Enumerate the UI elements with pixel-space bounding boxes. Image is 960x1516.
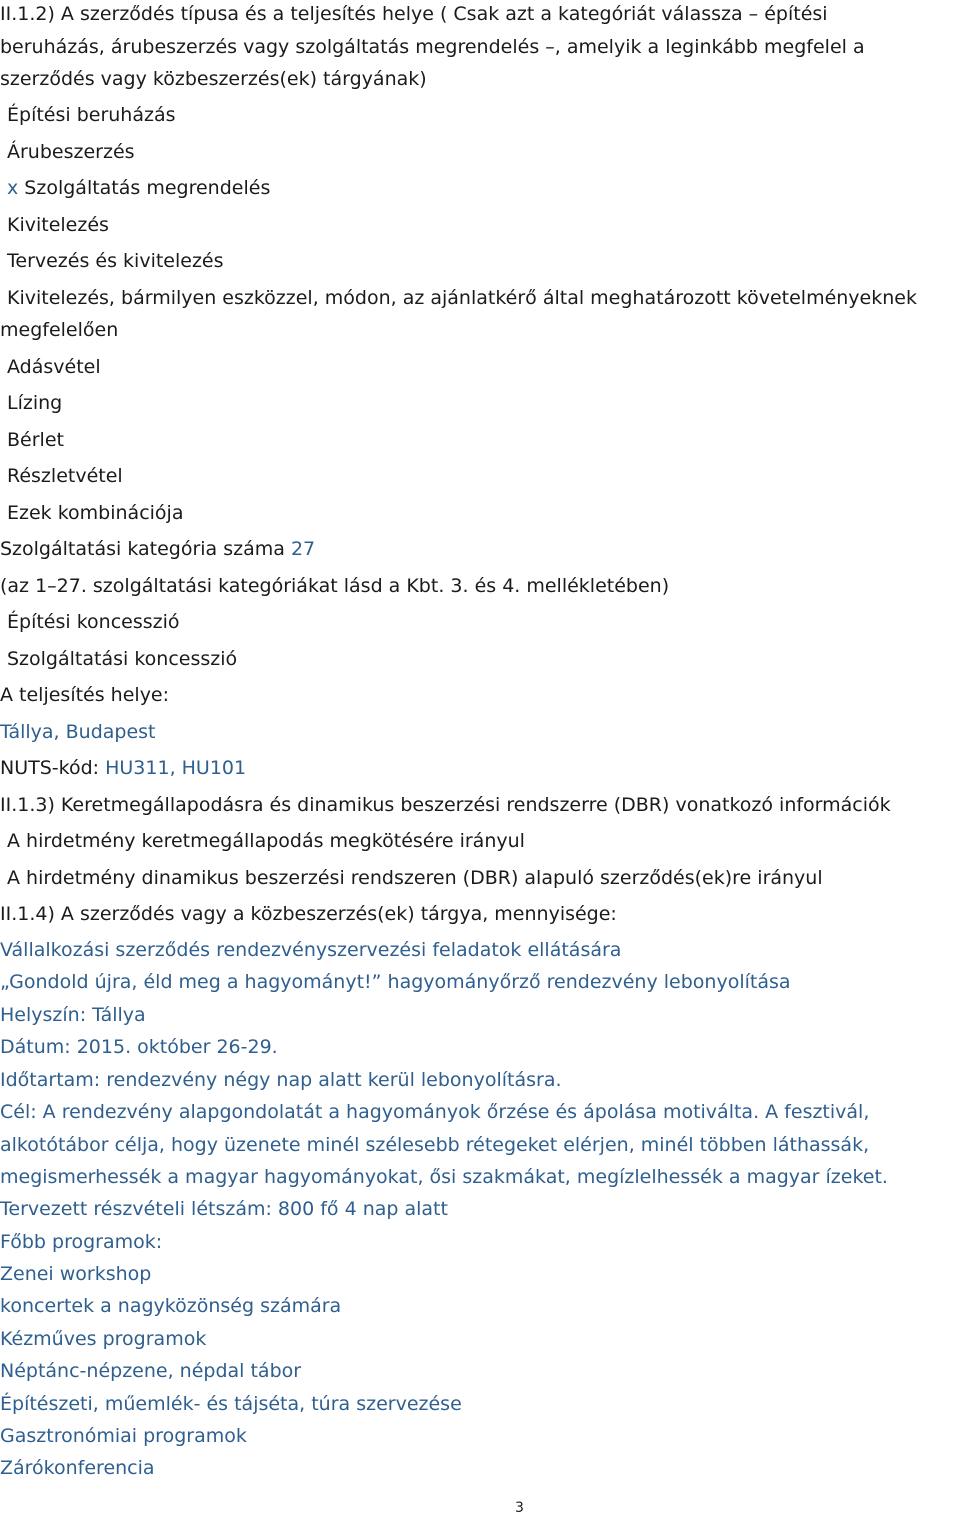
program-item: Kézműves programok bbox=[0, 1328, 207, 1350]
nuts-value: HU311, HU101 bbox=[105, 757, 247, 779]
option-kivitelezes-barmilyen: Kivitelezés, bármilyen eszközzel, módon, az ajánlatkérő által meghatározott követelményeknek bbox=[7, 287, 917, 309]
option-epitesi-koncesszio: Építési koncesszió bbox=[7, 611, 180, 633]
kategoria-note: (az 1–27. szolgáltatási kategóriákat lásd a Kbt. 3. és 4. mellékletében) bbox=[0, 575, 670, 597]
kategoria-row bbox=[0, 537, 315, 561]
option-berlet: Bérlet bbox=[7, 429, 64, 451]
heading-ii-1-4: II.1.4) A szerződés vagy a közbeszerzés(ek) tárgya, mennyisége: bbox=[0, 903, 617, 925]
subject-line: alkotótábor célja, hogy üzenete minél szélesebb rétegeket elérjen, minél többen láthassák, bbox=[0, 1134, 870, 1156]
kategoria-value: 27 bbox=[290, 538, 316, 560]
option-dbr: A hirdetmény dinamikus beszerzési rendszeren (DBR) alapuló szerződés(ek)re irányul bbox=[7, 867, 823, 889]
subject-line: Dátum: 2015. október 26-29. bbox=[0, 1036, 278, 1058]
teljesites-helye-label: A teljesítés helye: bbox=[0, 684, 170, 706]
option-szolgaltatasi-koncesszio: Szolgáltatási koncesszió bbox=[7, 648, 238, 670]
program-item: Zenei workshop bbox=[0, 1263, 152, 1285]
program-item: Néptánc-népzene, népdal tábor bbox=[0, 1360, 302, 1382]
option-kombinacio: Ezek kombinációja bbox=[7, 502, 184, 524]
page-number: 3 bbox=[515, 1500, 524, 1516]
option-arubeszerzes: Árubeszerzés bbox=[7, 141, 135, 163]
option-tervezes-es-kivitelezes: Tervezés és kivitelezés bbox=[7, 250, 224, 272]
teljesites-helye-value: Tállya, Budapest bbox=[0, 721, 156, 743]
program-item: koncertek a nagyközönség számára bbox=[0, 1295, 342, 1317]
option-szolgaltatas-megrendeles bbox=[7, 176, 270, 200]
subject-line: Főbb programok: bbox=[0, 1231, 163, 1253]
subject-line: Cél: A rendezvény alapgondolatát a hagyományok őrzése és ápolása motiválta. A fesztivál, bbox=[0, 1101, 870, 1123]
option-label: Szolgáltatás megrendelés bbox=[24, 177, 271, 199]
subject-line: „Gondold újra, éld meg a hagyományt!” hagyományőrző rendezvény lebonyolítása bbox=[0, 971, 791, 993]
subject-line: Helyszín: Tállya bbox=[0, 1004, 146, 1026]
heading-line: II.1.2) A szerződés típusa és a teljesítés helye ( Csak azt a kategóriát válassza – építési bbox=[0, 3, 828, 25]
subject-line: megismerhessék a magyar hagyományokat, ősi szakmákat, megízlelhessék a magyar ízeket. bbox=[0, 1166, 888, 1188]
subject-line: Vállalkozási szerződés rendezvényszervezési feladatok ellátására bbox=[0, 939, 622, 961]
selected-mark: x bbox=[7, 177, 19, 199]
heading-line: szerződés vagy közbeszerzés(ek) tárgyának) bbox=[0, 68, 427, 90]
option-lizing: Lízing bbox=[7, 392, 63, 414]
option-reszletvetel: Részletvétel bbox=[7, 465, 123, 487]
program-item: Zárókonferencia bbox=[0, 1457, 155, 1479]
option-adasvetel: Adásvétel bbox=[7, 356, 101, 378]
nuts-label: NUTS-kód: bbox=[0, 757, 100, 779]
subject-line: Időtartam: rendezvény négy nap alatt kerül lebonyolításra. bbox=[0, 1069, 562, 1091]
option-keretmegallapodas: A hirdetmény keretmegállapodás megkötésére irányul bbox=[7, 830, 525, 852]
option-kivitelezes-barmilyen-cont: megfelelően bbox=[0, 319, 119, 341]
option-kivitelezes: Kivitelezés bbox=[7, 214, 109, 236]
kategoria-label: Szolgáltatási kategória száma bbox=[0, 538, 285, 560]
heading-ii-1-3: II.1.3) Keretmegállapodásra és dinamikus beszerzési rendszerre (DBR) vonatkozó információk bbox=[0, 794, 891, 816]
nuts-row bbox=[0, 756, 246, 780]
program-item: Építészeti, műemlék- és tájséta, túra szervezése bbox=[0, 1393, 462, 1415]
heading-line: beruházás, árubeszerzés vagy szolgáltatás megrendelés –, amelyik a leginkább megfelel a bbox=[0, 36, 865, 58]
program-item: Gasztronómiai programok bbox=[0, 1425, 247, 1447]
option-epitesi-beruhazas: Építési beruházás bbox=[7, 104, 176, 126]
subject-line: Tervezett részvételi létszám: 800 fő 4 nap alatt bbox=[0, 1198, 448, 1220]
